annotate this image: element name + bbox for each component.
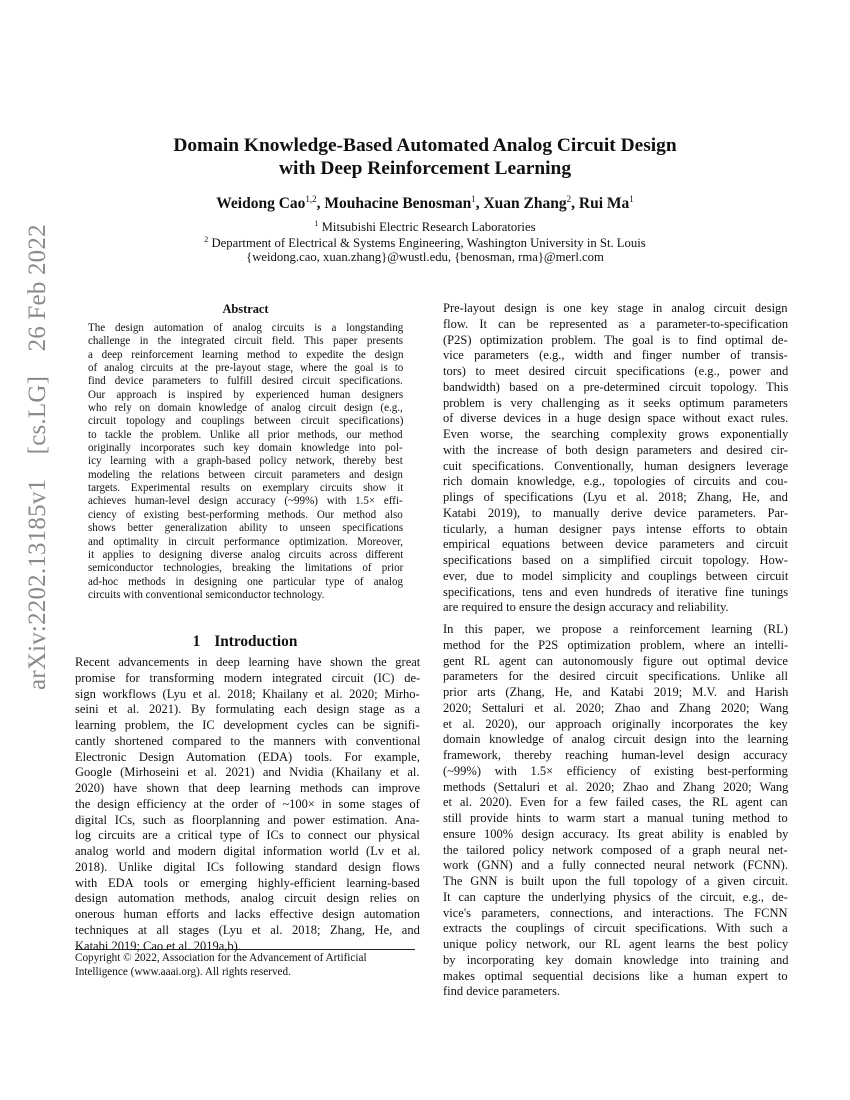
- author-name: Rui Ma: [578, 195, 630, 213]
- text-line: empirical equations between device parameters and circuit: [443, 537, 788, 552]
- text-line: targets. Experimental results on exemplary circuits show it: [88, 482, 404, 495]
- text-line: of analog circuits at the pre-layout stage, where the goal is to: [88, 362, 404, 375]
- text-line: with the increase of both design parameters and desired cir-: [443, 442, 788, 457]
- text-line: et al. 2020), our approach originally incorporates the key: [443, 716, 788, 731]
- abstract-body: [88, 322, 403, 602]
- text-line: the design efficiency at the order of ~100× in some stages of: [75, 796, 420, 811]
- text-line: framework, thereby reaching human-level design accuracy: [443, 748, 788, 762]
- author-affiliation-mark: 1: [471, 194, 476, 204]
- author-name: Xuan Zhang: [483, 195, 567, 213]
- text-line: still provide hints to warm start a manual tuning method to: [443, 811, 788, 825]
- text-line: sign workflows (Lyu et al. 2018; Khailany et al. 2020; Mirho-: [75, 686, 420, 701]
- text-line: flow. It can be represented as a parameter-to-specification: [443, 316, 789, 331]
- affiliation-mark: 1: [314, 219, 319, 228]
- text-line: unique policy network, our RL agent learns the best policy: [443, 937, 789, 951]
- text-line: challenge in the integrated circuit field. This paper presents: [88, 335, 404, 348]
- text-line: techniques at all stages (Lyu et al. 2018; Zhang, He, and: [75, 922, 420, 937]
- text-line: specifications based on a simplified circuit topology. How-: [443, 553, 788, 567]
- text-line: originally incorporates such key domain knowledge into pol-: [88, 442, 403, 455]
- paragraph-prelayout-design: [443, 301, 788, 616]
- text-line: domain knowledge of analog circuit design into the learning: [443, 732, 789, 747]
- text-line: tors) to meet desired circuit specifications (e.g., power and: [443, 364, 789, 378]
- text-line: achieves human-level design accuracy (~99%) with 1.5× effi-: [88, 495, 403, 508]
- text-line: gent RL agent can autonomously figure out optimal device: [443, 653, 788, 668]
- text-line: log circuits are a critical type of ICs to connect our physical: [75, 828, 420, 843]
- copyright-footnote: [75, 951, 420, 979]
- text-line: it applies to designing diverse analog circuits across different: [88, 548, 404, 561]
- text-line: cantly shortened compared to the manners with conventional: [75, 733, 421, 748]
- text-line: problem is very challenging as it seeks optimum parameters: [443, 395, 788, 410]
- text-line: specifications, tens and even hundreds of iterative fine tunings: [443, 584, 789, 599]
- text-line: The GNN is built upon the full topology of a given circuit.: [443, 874, 789, 888]
- text-line: onerous human efforts and lacks effective design automation: [75, 907, 420, 921]
- text-line: Katabi 2019; Cao et al. 2019a,b).: [75, 938, 241, 953]
- text-line: 2020) have shown that deep learning methods can improve: [75, 781, 421, 795]
- text-line: ciency of existing best-performing methods. Our method also: [88, 508, 403, 521]
- text-line: ad-hoc methods in designing one particular type of analog: [88, 575, 404, 588]
- text-line: Pre-layout design is one key stage in analog circuit design: [443, 301, 788, 315]
- text-line: Google (Mirhoseini et al. 2021) and Nvidia (Khailany et al.: [75, 765, 420, 780]
- text-line: cuit specifications. Conventionally, human designers leverage: [443, 458, 789, 473]
- affiliation-line: $^2$ Department of Electrical & Systems Engineering, Washington University in St. Louis: [204, 235, 646, 251]
- text-line: circuits with conventional semiconductor technology.: [88, 588, 325, 601]
- author-affiliation-mark: 2: [566, 194, 572, 204]
- text-line: vice parameters (e.g., width and finger number of transis-: [443, 348, 788, 363]
- text-line: the tailored policy network composed of a graph neural net-: [443, 842, 788, 857]
- author-affiliation-mark: 1: [629, 194, 634, 204]
- abstract-heading: Abstract: [222, 302, 269, 316]
- text-line: et al. 2020). Even for a few failed cases, the RL agent can: [443, 795, 788, 810]
- text-line: 2018). Unlike digital ICs following standard design flows: [75, 859, 420, 874]
- text-line: work (GNN) and a fully connected neural network (FCNN).: [443, 858, 788, 873]
- section-heading: [75, 633, 415, 651]
- text-line: Even worse, the searching complexity grows exponentially: [443, 427, 789, 441]
- text-line: rich domain knowledge, e.g., topologies of circuits and cou-: [443, 474, 788, 489]
- text-line: shows better generalization ability to unseen specifications: [88, 522, 404, 535]
- section-title: Introduction: [214, 633, 298, 650]
- affiliation-mark: 2: [204, 235, 209, 244]
- text-line: circuit topology and couplings between circuit specifications): [88, 415, 404, 428]
- text-line: and optimality in circuit performance optimization. Moreover,: [88, 535, 404, 548]
- text-line: modeling the relations between circuit parameters and design: [88, 468, 403, 481]
- text-line: Our approach is inspired by experienced human designers: [88, 388, 404, 401]
- text-line: method for the P2S optimization problem, where an intelli-: [443, 637, 789, 652]
- text-line: makes optimal sequential decisions like a human expert to: [443, 968, 788, 983]
- text-line: Electronic Design Automation (EDA) tools. For example,: [75, 749, 420, 764]
- author-name: Mouhacine Benosman: [324, 195, 472, 213]
- text-line: design automation methods, analog circuit design relies on: [75, 891, 420, 906]
- text-line: Recent advancements in deep learning have shown the great: [75, 655, 421, 669]
- text-line: analog world and modern digital information world (Lv et al.: [75, 844, 421, 858]
- text-line: parameters for the desired circuit specifications. Unlike all: [443, 669, 788, 684]
- text-line: promise for transforming modern integrated circuit (IC) de-: [75, 670, 421, 685]
- text-line: Katabi 2019), to manually derive device parameters. Par-: [443, 505, 789, 520]
- text-line: vice's parameters, connections, and interactions. The FCNN: [443, 905, 788, 920]
- text-line: methods (Settaluri et al. 2020; Zhao and Zhang 2020; Wang: [443, 779, 789, 794]
- affiliation-line: $^1$ Mitsubishi Electric Research Laboratories: [314, 219, 536, 235]
- text-line: learning problem, the IC development cycles can be signifi-: [75, 718, 420, 732]
- text-line: are required to ensure the design accuracy and reliability.: [443, 600, 729, 615]
- author-emails: {weidong.cao, xuan.zhang}@wustl.edu, {benosman, rma}@merl.com: [246, 250, 604, 264]
- text-line: In this paper, we propose a reinforcement learning (RL): [443, 622, 788, 636]
- arxiv-date: 26 Feb 2022: [24, 224, 51, 352]
- author-list: Weidong Cao$^{1,2}$, Mouhacine Benosman$^1$, Xuan Zhang$^2$, Rui Ma$^1$: [216, 194, 634, 213]
- right-column: [443, 301, 788, 1000]
- text-line: extracts the couplings of circuit specifications. With such a: [443, 921, 788, 936]
- author-name: Weidong Cao: [216, 195, 306, 213]
- arxiv-category: [cs.LG]: [24, 375, 51, 455]
- arxiv-identifier-stamp: [24, 206, 52, 690]
- text-line: It can capture the underlying physics of the circuit, e.g., de-: [443, 889, 788, 904]
- title-line: with Deep Reinforcement Learning: [278, 158, 572, 179]
- text-line: (P2S) optimization problem. The goal is to find optimal de-: [443, 332, 788, 347]
- text-line: ticularly, a human designer pays intense efforts to obtain: [443, 521, 788, 536]
- text-line: bandwidth) based on a pre-determined circuit topology. This: [443, 379, 789, 394]
- text-line: Copyright © 2022, Association for the Advancement of Artificial: [75, 952, 367, 964]
- text-line: Intelligence (www.aaai.org). All rights reserved.: [75, 966, 291, 978]
- text-line: seini et al. 2021). By formulating each design stage as a: [75, 702, 421, 717]
- text-line: The design automation of analog circuits is a longstanding: [88, 322, 404, 334]
- text-line: who rely on domain knowledge of analog circuit design (e.g.,: [88, 402, 403, 415]
- arxiv-id: arXiv:2202.13185v1: [24, 478, 51, 690]
- author-affiliation-mark: 1,2: [305, 194, 317, 204]
- text-line: to tackle the problem. Unlike all prior methods, our method: [88, 428, 403, 441]
- paper-title: [150, 134, 700, 180]
- text-line: semiconductor technologies, breaking the limitations of prior: [88, 562, 404, 575]
- text-line: icy learning with a graph-based policy network, thereby best: [88, 455, 403, 468]
- text-line: plings of specifications (Lyu et al. 2018; Zhang, He, and: [443, 490, 788, 504]
- text-line: (~99%) with 1.5× efficiency of existing best-performing: [443, 763, 788, 778]
- title-line: Domain Knowledge-Based Automated Analog Circuit Design: [173, 135, 677, 156]
- text-line: with EDA tools or emerging highly-efficient learning-based: [75, 875, 420, 890]
- text-line: ever, due to model simplicity and couplings between circuit: [443, 568, 789, 583]
- text-line: a deep reinforcement learning method to expedite the design: [88, 348, 404, 361]
- footnote-rule: [75, 949, 415, 950]
- text-line: prior arts (Zhang, He, and Katabi 2019; M.V. and Harish: [443, 685, 789, 699]
- text-line: of diverse devices in a huge design space without exact rules.: [443, 411, 789, 426]
- text-line: ensure 100% design accuracy. Its great ability is enabled by: [443, 826, 789, 841]
- text-line: digital ICs, such as floorplanning and power estimation. Ana-: [75, 812, 420, 827]
- introduction-paragraph: [75, 655, 420, 954]
- section-number: 1: [192, 633, 201, 650]
- paragraph-proposed-method: [443, 622, 788, 1000]
- text-line: by incorporating key domain knowledge into training and: [443, 952, 789, 967]
- text-line: find device parameters to fulfill desired circuit specifications.: [88, 375, 403, 388]
- text-line: find device parameters.: [443, 984, 560, 999]
- text-line: 2020; Settaluri et al. 2020; Zhao and Zhang 2020; Wang: [443, 700, 789, 715]
